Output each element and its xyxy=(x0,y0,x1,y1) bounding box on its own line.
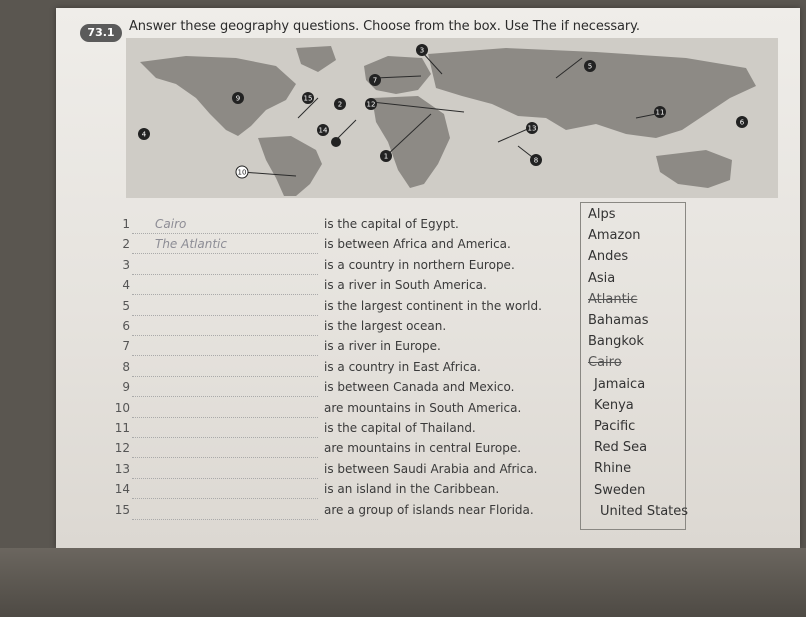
svg-text:10: 10 xyxy=(237,168,247,177)
question-number: 15 xyxy=(114,502,130,517)
word-box-item: United States xyxy=(600,503,689,519)
map-marker-13 xyxy=(526,122,538,134)
word-box-item: Amazon xyxy=(588,228,641,244)
answer-blank[interactable] xyxy=(132,482,318,499)
question-clue: is the largest ocean. xyxy=(324,319,447,333)
answer-text: The Atlantic xyxy=(155,237,227,252)
map-marker-8 xyxy=(530,154,542,166)
question-number: 11 xyxy=(114,421,130,435)
question-clue: is a river in Europe. xyxy=(324,339,441,354)
map-marker-12 xyxy=(365,98,377,110)
question-clue: is a country in East Africa. xyxy=(324,359,481,374)
world-map xyxy=(126,38,778,198)
word-box-item: Bangkok xyxy=(588,334,644,350)
word-box-item: Sweden xyxy=(594,482,646,498)
answer-blank[interactable] xyxy=(132,462,318,479)
word-box-item: Rhine xyxy=(594,461,632,477)
svg-text:7: 7 xyxy=(372,76,378,85)
question-clue: are a group of islands near Florida. xyxy=(324,502,534,517)
answer-blank[interactable] xyxy=(132,258,318,275)
map-marker-10 xyxy=(236,166,248,178)
word-box-item: Bahamas xyxy=(588,313,649,328)
word-box-item: Alps xyxy=(588,207,616,222)
answer-text: Cairo xyxy=(155,217,187,231)
question-clue: are mountains in central Europe. xyxy=(324,441,522,456)
question-clue: is between Canada and Mexico. xyxy=(324,380,515,395)
map-marker-2 xyxy=(334,98,346,110)
map-marker-14 xyxy=(317,124,329,136)
question-clue: is the capital of Thailand. xyxy=(324,421,476,435)
svg-text:1: 1 xyxy=(383,152,389,161)
map-marker-4b xyxy=(331,137,341,147)
svg-text:13: 13 xyxy=(527,124,537,133)
svg-text:5: 5 xyxy=(587,62,593,71)
answer-blank[interactable] xyxy=(132,401,318,418)
word-box-item: Kenya xyxy=(594,397,634,413)
answer-blank[interactable] xyxy=(132,299,318,316)
word-box-item: Jamaica xyxy=(594,376,646,392)
svg-text:12: 12 xyxy=(366,100,376,109)
map-marker-3 xyxy=(416,44,428,56)
answer-blank[interactable] xyxy=(132,421,318,438)
map-marker-6 xyxy=(736,116,748,128)
background-surface xyxy=(0,548,806,617)
svg-text:9: 9 xyxy=(235,94,241,103)
answer-blank[interactable] xyxy=(132,380,318,397)
map-marker-4 xyxy=(138,128,150,140)
svg-text:14: 14 xyxy=(318,126,328,135)
question-clue: is the largest continent in the world. xyxy=(324,298,542,313)
question-number: 5 xyxy=(122,298,130,313)
question-number: 12 xyxy=(114,441,130,456)
question-number: 14 xyxy=(114,482,130,497)
question-number: 2 xyxy=(122,237,130,252)
word-box-item: Red Sea xyxy=(594,440,648,456)
map-marker-5 xyxy=(584,60,596,72)
question-clue: is a country in northern Europe. xyxy=(324,257,515,272)
question-clue: is the capital of Egypt. xyxy=(324,217,459,231)
svg-text:3: 3 xyxy=(419,46,425,55)
svg-text:11: 11 xyxy=(655,108,665,117)
question-number: 1 xyxy=(122,217,130,231)
question-clue: is a river in South America. xyxy=(324,278,487,293)
exercise-badge: 73.1 xyxy=(80,24,122,42)
question-number: 8 xyxy=(122,359,130,374)
answer-blank[interactable] xyxy=(132,503,318,520)
answer-blank[interactable] xyxy=(132,278,318,295)
question-number: 10 xyxy=(114,400,130,415)
question-number: 13 xyxy=(114,461,130,476)
map-marker-11 xyxy=(654,106,666,118)
map-marker-9 xyxy=(232,92,244,104)
question-number: 4 xyxy=(122,278,130,293)
word-box-item: Asia xyxy=(588,270,616,286)
question-number: 7 xyxy=(122,339,130,354)
question-clue: is between Saudi Arabia and Africa. xyxy=(324,461,538,476)
word-box-item: Cairo xyxy=(588,355,622,371)
svg-text:6: 6 xyxy=(739,118,745,127)
word-box-item: Atlantic xyxy=(588,291,638,307)
svg-text:8: 8 xyxy=(533,156,539,165)
question-clue: is an island in the Caribbean. xyxy=(324,482,500,497)
question-number: 6 xyxy=(122,319,130,333)
svg-text:2: 2 xyxy=(337,100,343,109)
question-clue: is between Africa and America. xyxy=(324,237,511,252)
svg-text:4: 4 xyxy=(141,130,147,139)
exercise-instruction: Answer these geography questions. Choose from the box. Use The if necessary. xyxy=(129,19,640,34)
answer-blank[interactable] xyxy=(132,319,318,336)
question-clue: are mountains in South America. xyxy=(324,400,522,415)
word-box-item: Andes xyxy=(588,249,629,265)
answer-blank[interactable] xyxy=(132,339,318,356)
map-marker-7 xyxy=(369,74,381,86)
question-number: 9 xyxy=(122,380,130,395)
word-box-item: Pacific xyxy=(594,419,636,434)
map-marker-1 xyxy=(380,150,392,162)
question-number: 3 xyxy=(122,257,130,272)
answer-blank[interactable] xyxy=(132,360,318,377)
answer-blank[interactable] xyxy=(132,441,318,458)
svg-text:15: 15 xyxy=(303,94,313,103)
map-marker-15 xyxy=(302,92,314,104)
